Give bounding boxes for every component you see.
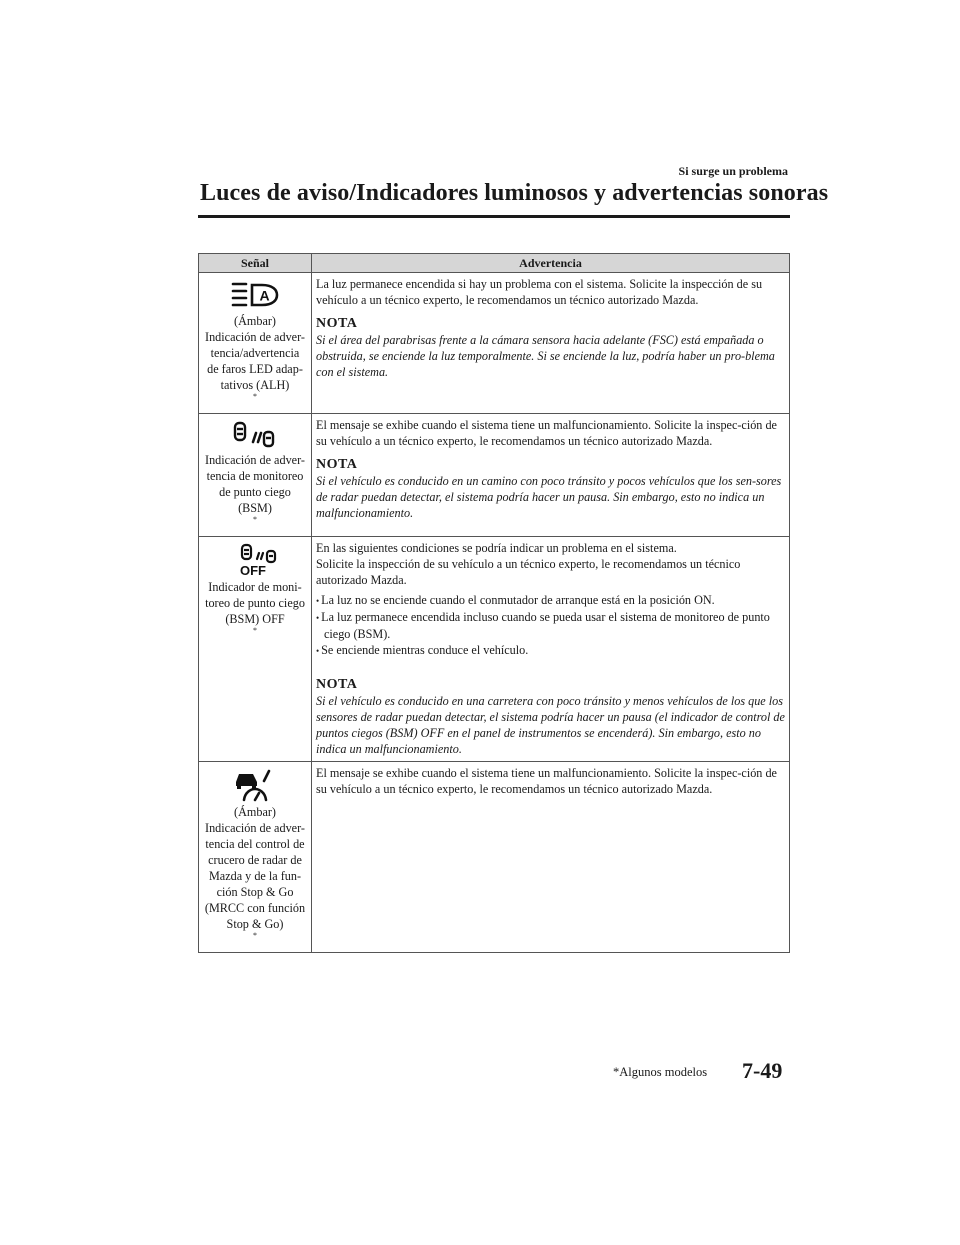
nota-heading: NOTA [316,677,358,692]
table-header-row [199,254,790,273]
column-header-signal: Señal [199,254,312,273]
signal-cell [199,537,312,762]
nota-heading: NOTA [316,457,358,472]
alh-icon [229,279,281,311]
title-rule [198,215,790,218]
svg-text:OFF: OFF [240,563,266,577]
warning-table [198,253,790,953]
signal-caption: Indicación de adver- tencia de monitoreo de punto ciego (BSM) [205,453,305,515]
warning-text: El mensaje se exhibe cuando el sistema tiene un malfuncionamiento. Solicite la inspec-ción de su vehículo a un técnico experto, le recomendamos un técnico autorizado Mazda. [316,418,777,448]
page-title: Luces de aviso/Indicadores luminosos y advertencias sonoras [200,180,829,206]
warning-cell [312,273,790,414]
bsm-off-icon [229,543,281,577]
model-asterisk: * [253,515,257,524]
signal-cell [199,762,312,953]
warning-text: La luz permanece encendida si hay un problema con el sistema. Solicite la inspección de su vehículo a un técnico experto, le recomendamos un técnico autorizado Mazda. [316,277,763,307]
list-item: • La luz no se enciende cuando el conmutador de arranque está en la posición ON. [316,592,785,609]
mrcc-icon [231,768,279,802]
table-row [199,273,790,414]
signal-caption: Indicador de moni- toreo de punto ciego (BSM) OFF [205,580,305,626]
column-header-warning: Advertencia [312,254,790,273]
bsm-icon [229,420,281,450]
list-item: • La luz permanece encendida incluso cuando se pueda usar el sistema de monitoreo de punto ciego (BSM). [316,609,785,642]
list-item: • Se enciende mientras conduce el vehículo. [316,642,785,659]
svg-text:A: A [259,287,270,304]
signal-cell [199,273,312,414]
condition-list [316,592,785,659]
nota-text: Si el vehículo es conducido en una carretera con poco tránsito y menos vehículos de los que los sensores de radar puedan detectar, el sistema podría hacer un pausa (el indicador de control de puntos ciegos (BSM) OFF en el panel de instrumentos se encenderá). Sin embargo, esto no indica un malfuncionamiento. [316,694,785,756]
signal-caption: (Ámbar) Indicación de adver- tencia del control de crucero de radar de Mazda y de la fun- ción Stop & Go (MRCC con función Stop & Go) [204,805,306,931]
signal-cell [199,414,312,537]
signal-caption: (Ámbar) Indicación de adver- tencia/advertencia de faros LED adap- tativos (ALH) [205,314,305,392]
footer-note: *Algunos modelos [613,1065,708,1079]
warning-cell [312,537,790,762]
nota-heading: NOTA [316,316,358,331]
table-row [199,537,790,762]
table-row [199,414,790,537]
nota-text: Si el vehículo es conducido en un camino con poco tránsito y pocos vehículos que los sen-sores de radar puedan detectar, el sistema podría hacer un pausa. Sin embargo, esto no indica un malfuncionamiento. [316,474,782,520]
table-row [199,762,790,953]
warning-text: En las siguientes condiciones se podría indicar un problema en el sistema. Solicite la inspección de su vehículo a un técnico experto, le recomendamos un técnico autorizado Mazda. [316,541,741,587]
model-asterisk: * [253,931,257,940]
model-asterisk: * [253,392,257,401]
warning-cell [312,762,790,953]
section-label: Si surge un problema [678,164,788,178]
warning-cell [312,414,790,537]
page-number: 7-49 [742,1058,783,1083]
model-asterisk: * [253,626,257,635]
nota-text: Si el área del parabrisas frente a la cámara sensora hacia adelante (FSC) está empañada o obstruida, se enciende la luz temporalmente. Si se enciende la luz, podría haber un pro-blema con el sistema. [316,333,775,379]
warning-text: El mensaje se exhibe cuando el sistema tiene un malfuncionamiento. Solicite la inspec-ción de su vehículo a un técnico experto, le recomendamos un técnico autorizado Mazda. [316,766,777,796]
